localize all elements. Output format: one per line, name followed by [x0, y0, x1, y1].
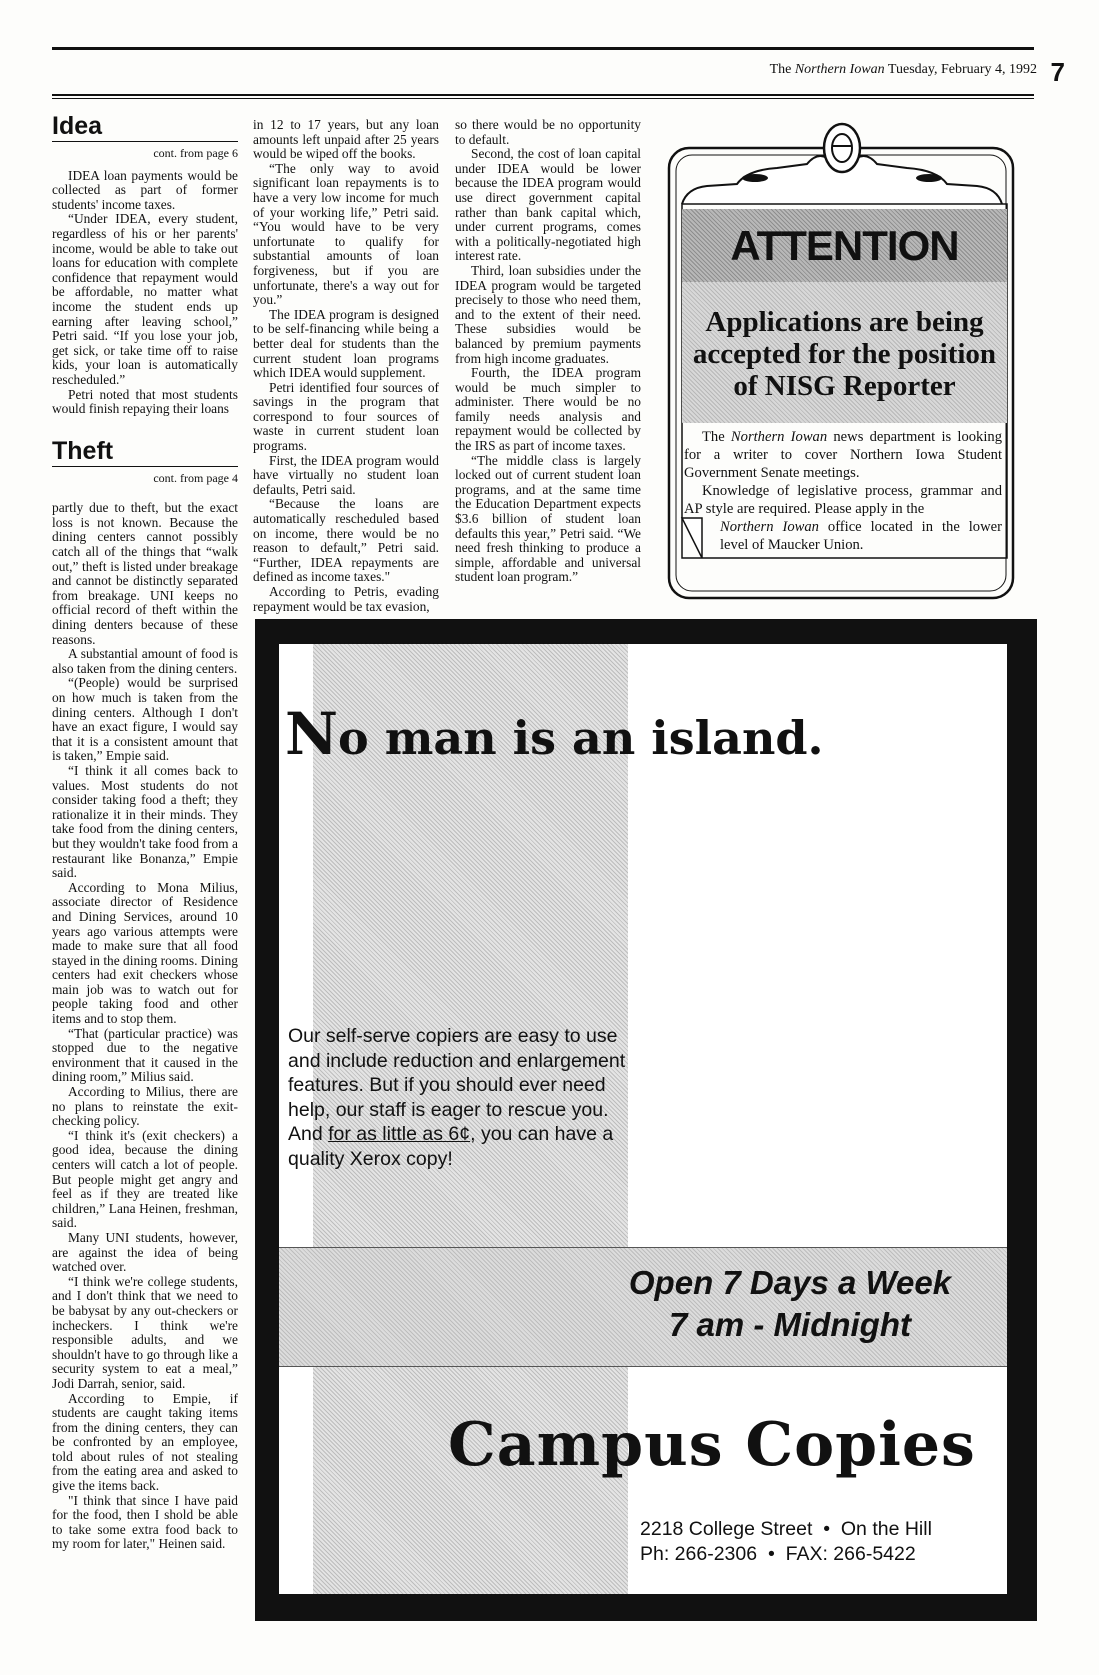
business-contact	[640, 1517, 932, 1567]
headline-text: o man is an island.	[338, 711, 824, 765]
copy-line: help, our staff is eager to rescue you.	[288, 1098, 609, 1121]
paragraph: Petri identified four sources of savings in the program that correspond to four sources of waste in current student loan programs.	[253, 379, 439, 454]
bullet: •	[823, 1518, 831, 1540]
idea-body-col3	[455, 118, 641, 585]
attention-subtitle	[682, 282, 1007, 423]
ad-hours	[600, 1262, 980, 1346]
copy-line	[288, 1122, 625, 1147]
paper-name: Northern Iowan	[720, 519, 819, 535]
paragraph: Third, loan subsidies under the IDEA program would be targeted precisely to those who need them, and to the extent of their need. These subsidies would be balanced by premium payments from high income graduates.	[455, 262, 641, 366]
column-1	[52, 112, 238, 1552]
subtitle-line: Applications are being	[705, 306, 984, 338]
paragraph: According to Milius, there are no plans to reinstate the exit-checking policy.	[52, 1084, 238, 1129]
attention-title: ATTENTION	[682, 209, 1007, 282]
paragraph: According to Empie, if students are caught taking items from the dining centers, they can be confronted by an employee, told about rules of not stealing from the eating area and asked to give the items back.	[52, 1390, 238, 1494]
paragraph: First, the IDEA program would have virtually no student loan defaults, Petri said.	[253, 452, 439, 497]
price-text: for as little as 6¢	[328, 1123, 471, 1145]
paragraph: Many UNI students, however, are against the idea of being watched over.	[52, 1229, 238, 1275]
subtitle-line: of NISG Reporter	[733, 370, 956, 402]
page-number: 7	[1050, 57, 1065, 87]
text: , you can have a	[470, 1123, 614, 1145]
paragraph: “The only way to avoid significant loan repayments is to have a very low income for much of your working life,” Petri said. “You would have to be very unfortunate to qualify for substantial amounts of loan forgiveness, but if you are unfortunate, there's a way out for you.”	[253, 160, 439, 308]
subtitle-line: accepted for the position	[692, 338, 997, 370]
idea-continuation: cont. from page 6	[153, 146, 238, 160]
paragraph: According to Mona Milius, associate director of Residence and Dining Services, around 10 years ago various attempts were made to make sure that all food stayed in the dining rooms. Dining centers had exit checkers whose main job was to watch out for people taking food and other items and to stop them.	[52, 879, 238, 1027]
header-rule	[52, 94, 1034, 96]
paragraph: “I think it all comes back to values. Most students do not consider taking food a theft; they rationalize it in their minds. They take food from the dining centers, but they wouldn't take food from a restaurant like Bonanza,” Empie said.	[52, 762, 238, 881]
paragraph: “The middle class is largely locked out of current student loan programs, and at the same time the Education Department expects $3.6 billion of student loan defaults this year,” Petri said. “We need fresh thinking to produce a simple, affordable and universal student loan program.”	[455, 452, 641, 585]
attention-paragraph: Knowledge of legislative process, grammar and AP style are required. Please apply in the	[684, 483, 1002, 517]
paragraph: “I think it's (exit checkers) a good idea, because the dining centers will catch a lot of people. But people might get angry and feel as if they are treated like children,” Lana Heinen, freshman, said.	[52, 1127, 238, 1231]
paragraph: IDEA loan payments would be collected as part of former students' income taxes.	[52, 167, 238, 212]
copy-line: Our self-serve copiers are easy to use	[288, 1025, 618, 1047]
paragraph: partly due to theft, but the exact loss is not known. Because the dining centers cannot possibly catch all of the things that “walk out,” theft is listed under breakage and cannot be distinctly separated from breakage. UNI keeps no official record of theft within the dining denters because of these reasons.	[52, 500, 238, 647]
hours-days: Open 7 Days a Week	[628, 1264, 952, 1301]
ad-headline	[285, 700, 824, 768]
paragraph: in 12 to 17 years, but any loan amounts left unpaid after 25 years would be wiped off the books.	[253, 117, 439, 162]
theft-continuation: cont. from page 4	[153, 470, 238, 485]
bullet: •	[767, 1543, 775, 1565]
paragraph: “Under IDEA, every student, regardless of his or her parents' income, would be able to take out loans for education with complete confidence that repayment would be affordable, no matter what income the student ends up earning after leaving school,” Petri said. “If you lose your job, get sick, or take time off to raise kids, your loan is automatically rescheduled.”	[52, 211, 238, 387]
idea-body-col2	[253, 118, 439, 614]
theft-body	[52, 501, 238, 1552]
business-name: Campus Copies	[448, 1410, 976, 1480]
paragraph: “(People) would be surprised on how much is taken from the dining centers. Although I don't have an exact figure, I would say that it is a consistent amount that is taken,” Empie said.	[52, 675, 238, 764]
paragraph: The IDEA program is designed to be self-financing while being a better deal for students than the current student loan programs which IDEA would supplement.	[253, 306, 439, 381]
paragraph: “That (particular practice) was stopped due to the negative environment that it caused in the dining room,” Milius said.	[52, 1025, 238, 1085]
paragraph: "I think that since I have paid for the food, then I shold be able to take some extra food back to my room for later," Heinen said.	[52, 1492, 238, 1552]
location: On the Hill	[840, 1518, 932, 1540]
attention-paragraph	[684, 518, 1002, 554]
attention-body	[684, 428, 1002, 554]
headline-initial: N	[285, 700, 339, 768]
issue-date: Tuesday, February 4, 1992	[887, 62, 1037, 77]
copy-line: and include reduction and enlargement	[288, 1049, 626, 1072]
theft-headline: Theft	[52, 437, 238, 467]
address-line	[640, 1517, 932, 1542]
top-rule	[52, 47, 1034, 50]
copy-line: features. But if you should ever need	[288, 1074, 606, 1096]
paper-name: Northern Iowan	[730, 429, 828, 445]
idea-body-col1	[52, 169, 238, 417]
paragraph: so there would be no opportunity to default.	[455, 117, 641, 147]
paragraph: A substantial amount of food is also taken from the dining centers.	[52, 646, 238, 676]
text: The	[702, 429, 731, 445]
paragraph: According to Petris, evading repayment would be tax evasion,	[253, 584, 439, 614]
fax: FAX: 266-5422	[785, 1543, 916, 1565]
column-3	[455, 118, 641, 585]
paper-name: Northern Iowan	[794, 62, 885, 77]
paragraph: Petri noted that most students would finish repaying their loans	[52, 386, 238, 417]
paragraph: “Because the loans are automatically rescheduled based on income, there would be no reason to default,” Petri said. “Further, IDEA repayments are defined as income taxes."	[253, 496, 439, 585]
header-rule-thin	[52, 98, 1034, 99]
attention-paragraph	[684, 428, 1002, 482]
text: news department is looking for a writer to cover Northern Iowa Student Government Senate meetings.	[684, 429, 1003, 481]
paragraph: Fourth, the IDEA program would be much simpler to administer. There would be no family needs analysis and repayment would be collected by the IRS as part of income taxes.	[455, 365, 641, 454]
phone-line	[640, 1542, 932, 1567]
text: office located in the lower level of Maucker Union.	[720, 519, 1002, 553]
street-address: 2218 College Street	[640, 1518, 813, 1540]
hours-time: 7 am - Midnight	[669, 1306, 911, 1343]
text: And	[288, 1123, 329, 1145]
idea-headline: Idea	[52, 112, 238, 142]
paragraph: Second, the cost of loan capital under IDEA would be lower because the IDEA program would use direct government capital rather than bank capital which, under current programs, comes with a politically-negotiated high interest rate.	[455, 146, 641, 264]
masthead	[770, 62, 1037, 78]
ad-copy	[288, 1024, 625, 1171]
masthead-prefix: The	[769, 62, 792, 77]
phone: Ph: 266-2306	[640, 1543, 758, 1565]
paragraph: “I think we're college students, and I don't think that we need to be babysat by any out-checkers or incheckers. I think we're responsible adults, and we shouldn't have to go through like a security system to eat a meal,” Jodi Darrah, senior, said.	[52, 1273, 238, 1391]
column-2	[253, 118, 439, 614]
copy-line: quality Xerox copy!	[288, 1147, 453, 1170]
